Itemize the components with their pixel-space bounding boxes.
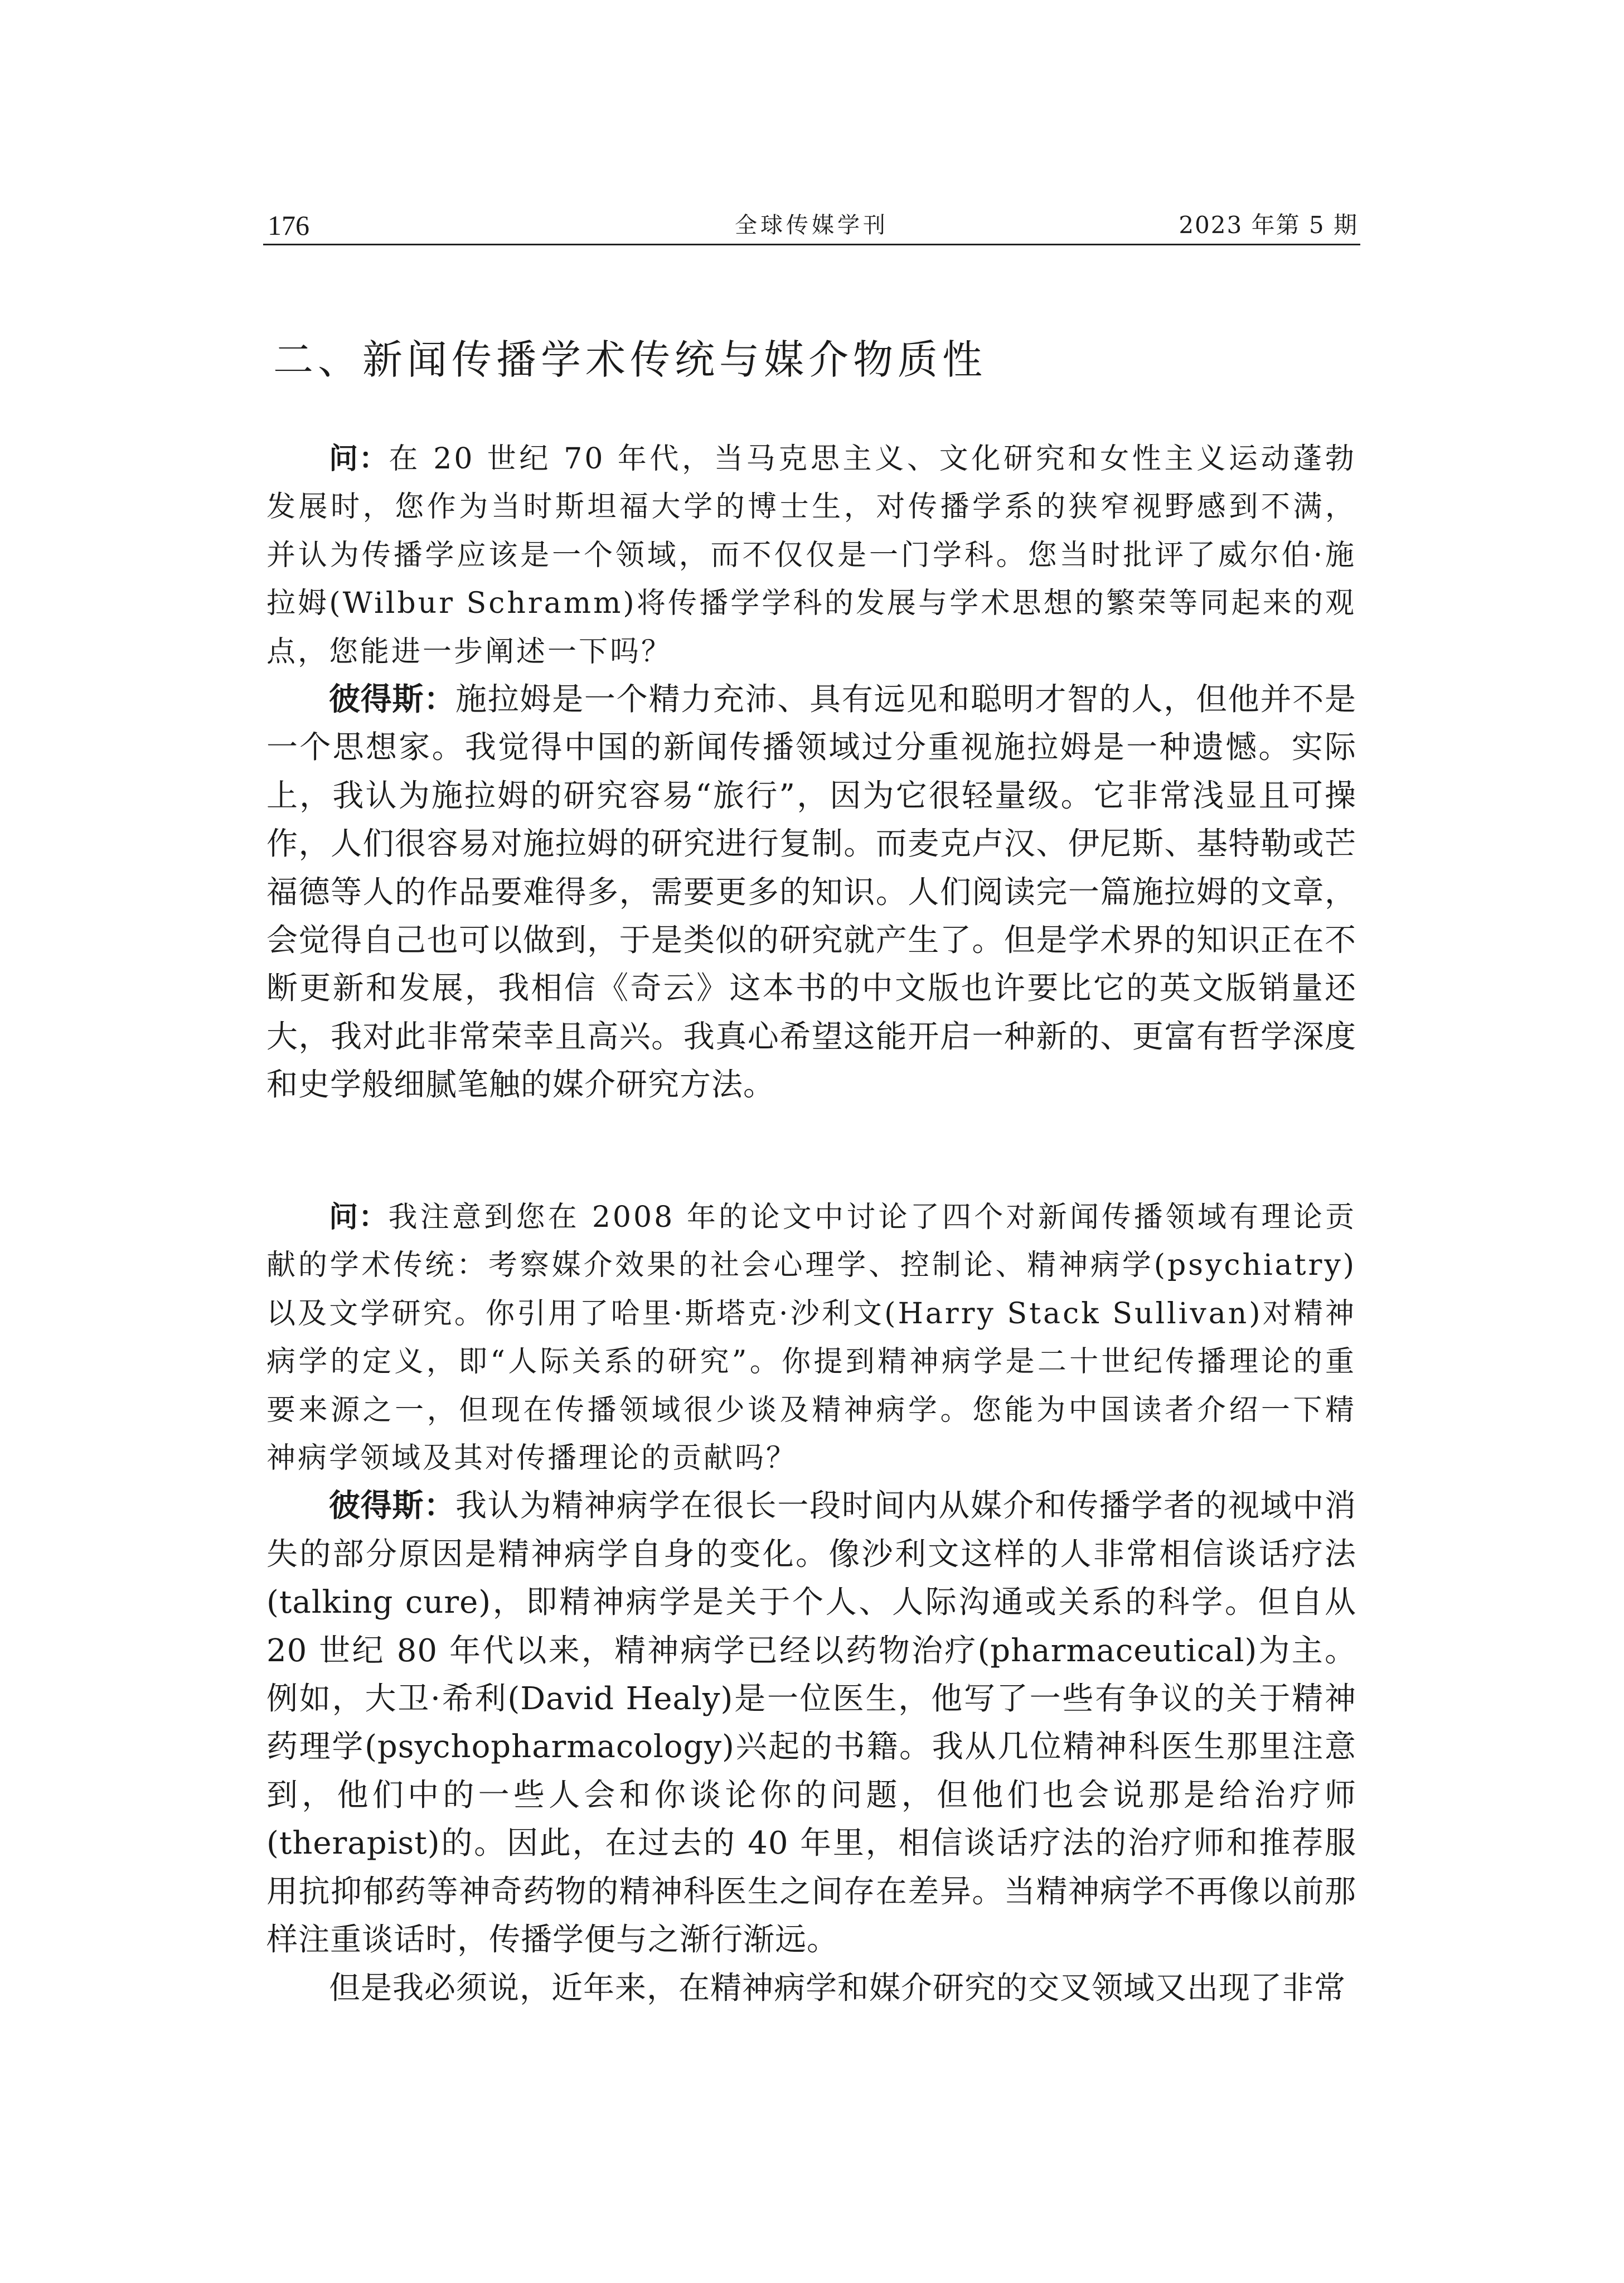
journal-title: 全球传媒学刊: [735, 212, 889, 238]
paragraph-text: 我认为精神病学在很长一段时间内从媒介和传播学者的视域中消失的部分原因是精神病学自身的变化。像沙利文这样的人非常相信谈话疗法(talking cure)，即精神病学是关于个人、人际沟通或关系的科学。但自从 20 世纪 80 年代以来，精神病学已经以药物治疗(pharmaceutical)为主。例如，大卫·希利(David Healy)是一位医生，他写了一些有争议的关于精神药理学(psychopharmacology)兴起的书籍。我从几位精神科医生那里注意到，他们中的一些人会和你谈论你的问题，但他们也会说那是给治疗师(therapist)的。因此，在过去的 40 年里，相信谈话疗法的治疗师和推荐服用抗抑郁药等神奇药物的精神科医生之间存在差异。当精神病学不再像以前那样注重谈话时，传播学便与之渐行渐远。: [266, 1488, 1357, 1958]
question-paragraph: [266, 435, 1356, 676]
section-title: 二、新闻传播学术传统与媒介物质性: [273, 336, 987, 383]
answer-paragraph: [266, 676, 1356, 1110]
article-body-part-1: [266, 435, 1356, 1110]
speaker-label: 问：: [329, 442, 389, 476]
running-header: [263, 209, 1360, 245]
speaker-label: 彼得斯：: [329, 681, 455, 718]
answer-paragraph: [266, 1482, 1356, 1964]
paragraph-text: 施拉姆是一个精力充沛、具有远见和聪明才智的人，但他并不是一个思想家。我觉得中国的新闻传播领域过分重视施拉姆是一种遗憾。实际上，我认为施拉姆的研究容易“旅行”，因为它很轻量级。它非常浅显且可操作，人们很容易对施拉姆的研究进行复制。而麦克卢汉、伊尼斯、基特勒或芒福德等人的作品要难得多，需要更多的知识。人们阅读完一篇施拉姆的文章，会觉得自己也可以做到，于是类似的研究就产生了。但是学术界的知识正在不断更新和发展，我相信《奇云》这本书的中文版也许要比它的英文版销量还大，我对此非常荣幸且高兴。我真心希望这能开启一种新的、更富有哲学深度和史学般细腻笔触的媒介研究方法。: [266, 681, 1357, 1104]
question-paragraph: [266, 1193, 1356, 1482]
continuation-paragraph: [266, 1965, 1356, 2013]
paragraph-text: 但是我必须说，近年来，在精神病学和媒介研究的交叉领域又出现了非常: [329, 1970, 1346, 2006]
speaker-label: 彼得斯：: [329, 1488, 455, 1525]
page-number: 176: [268, 210, 309, 241]
paragraph-text: 在 20 世纪 70 年代，当马克思主义、文化研究和女性主义运动蓬勃发展时，您作为当时斯坦福大学的博士生，对传播学系的狭窄视野感到不满，并认为传播学应该是一个领域，而不仅仅是一门学科。您当时批评了威尔伯·施拉姆(Wilbur Schramm)将传播学学科的发展与学术思想的繁荣等同起来的观点，您能进一步阐述一下吗？: [266, 442, 1356, 669]
paragraph-text: 我注意到您在 2008 年的论文中讨论了四个对新闻传播领域有理论贡献的学术传统：考察媒介效果的社会心理学、控制论、精神病学(psychiatry)以及文学研究。你引用了哈里·斯塔克·沙利文(Harry Stack Sullivan)对精神病学的定义，即“人际关系的研究”。你提到精神病学是二十世纪传播理论的重要来源之一，但现在传播领域很少谈及精神病学。您能为中国读者介绍一下精神病学领域及其对传播理论的贡献吗？: [266, 1201, 1356, 1476]
issue-label: 2023 年第 5 期: [1179, 211, 1358, 239]
article-body-part-2: [266, 1193, 1356, 2013]
speaker-label: 问：: [329, 1201, 389, 1234]
